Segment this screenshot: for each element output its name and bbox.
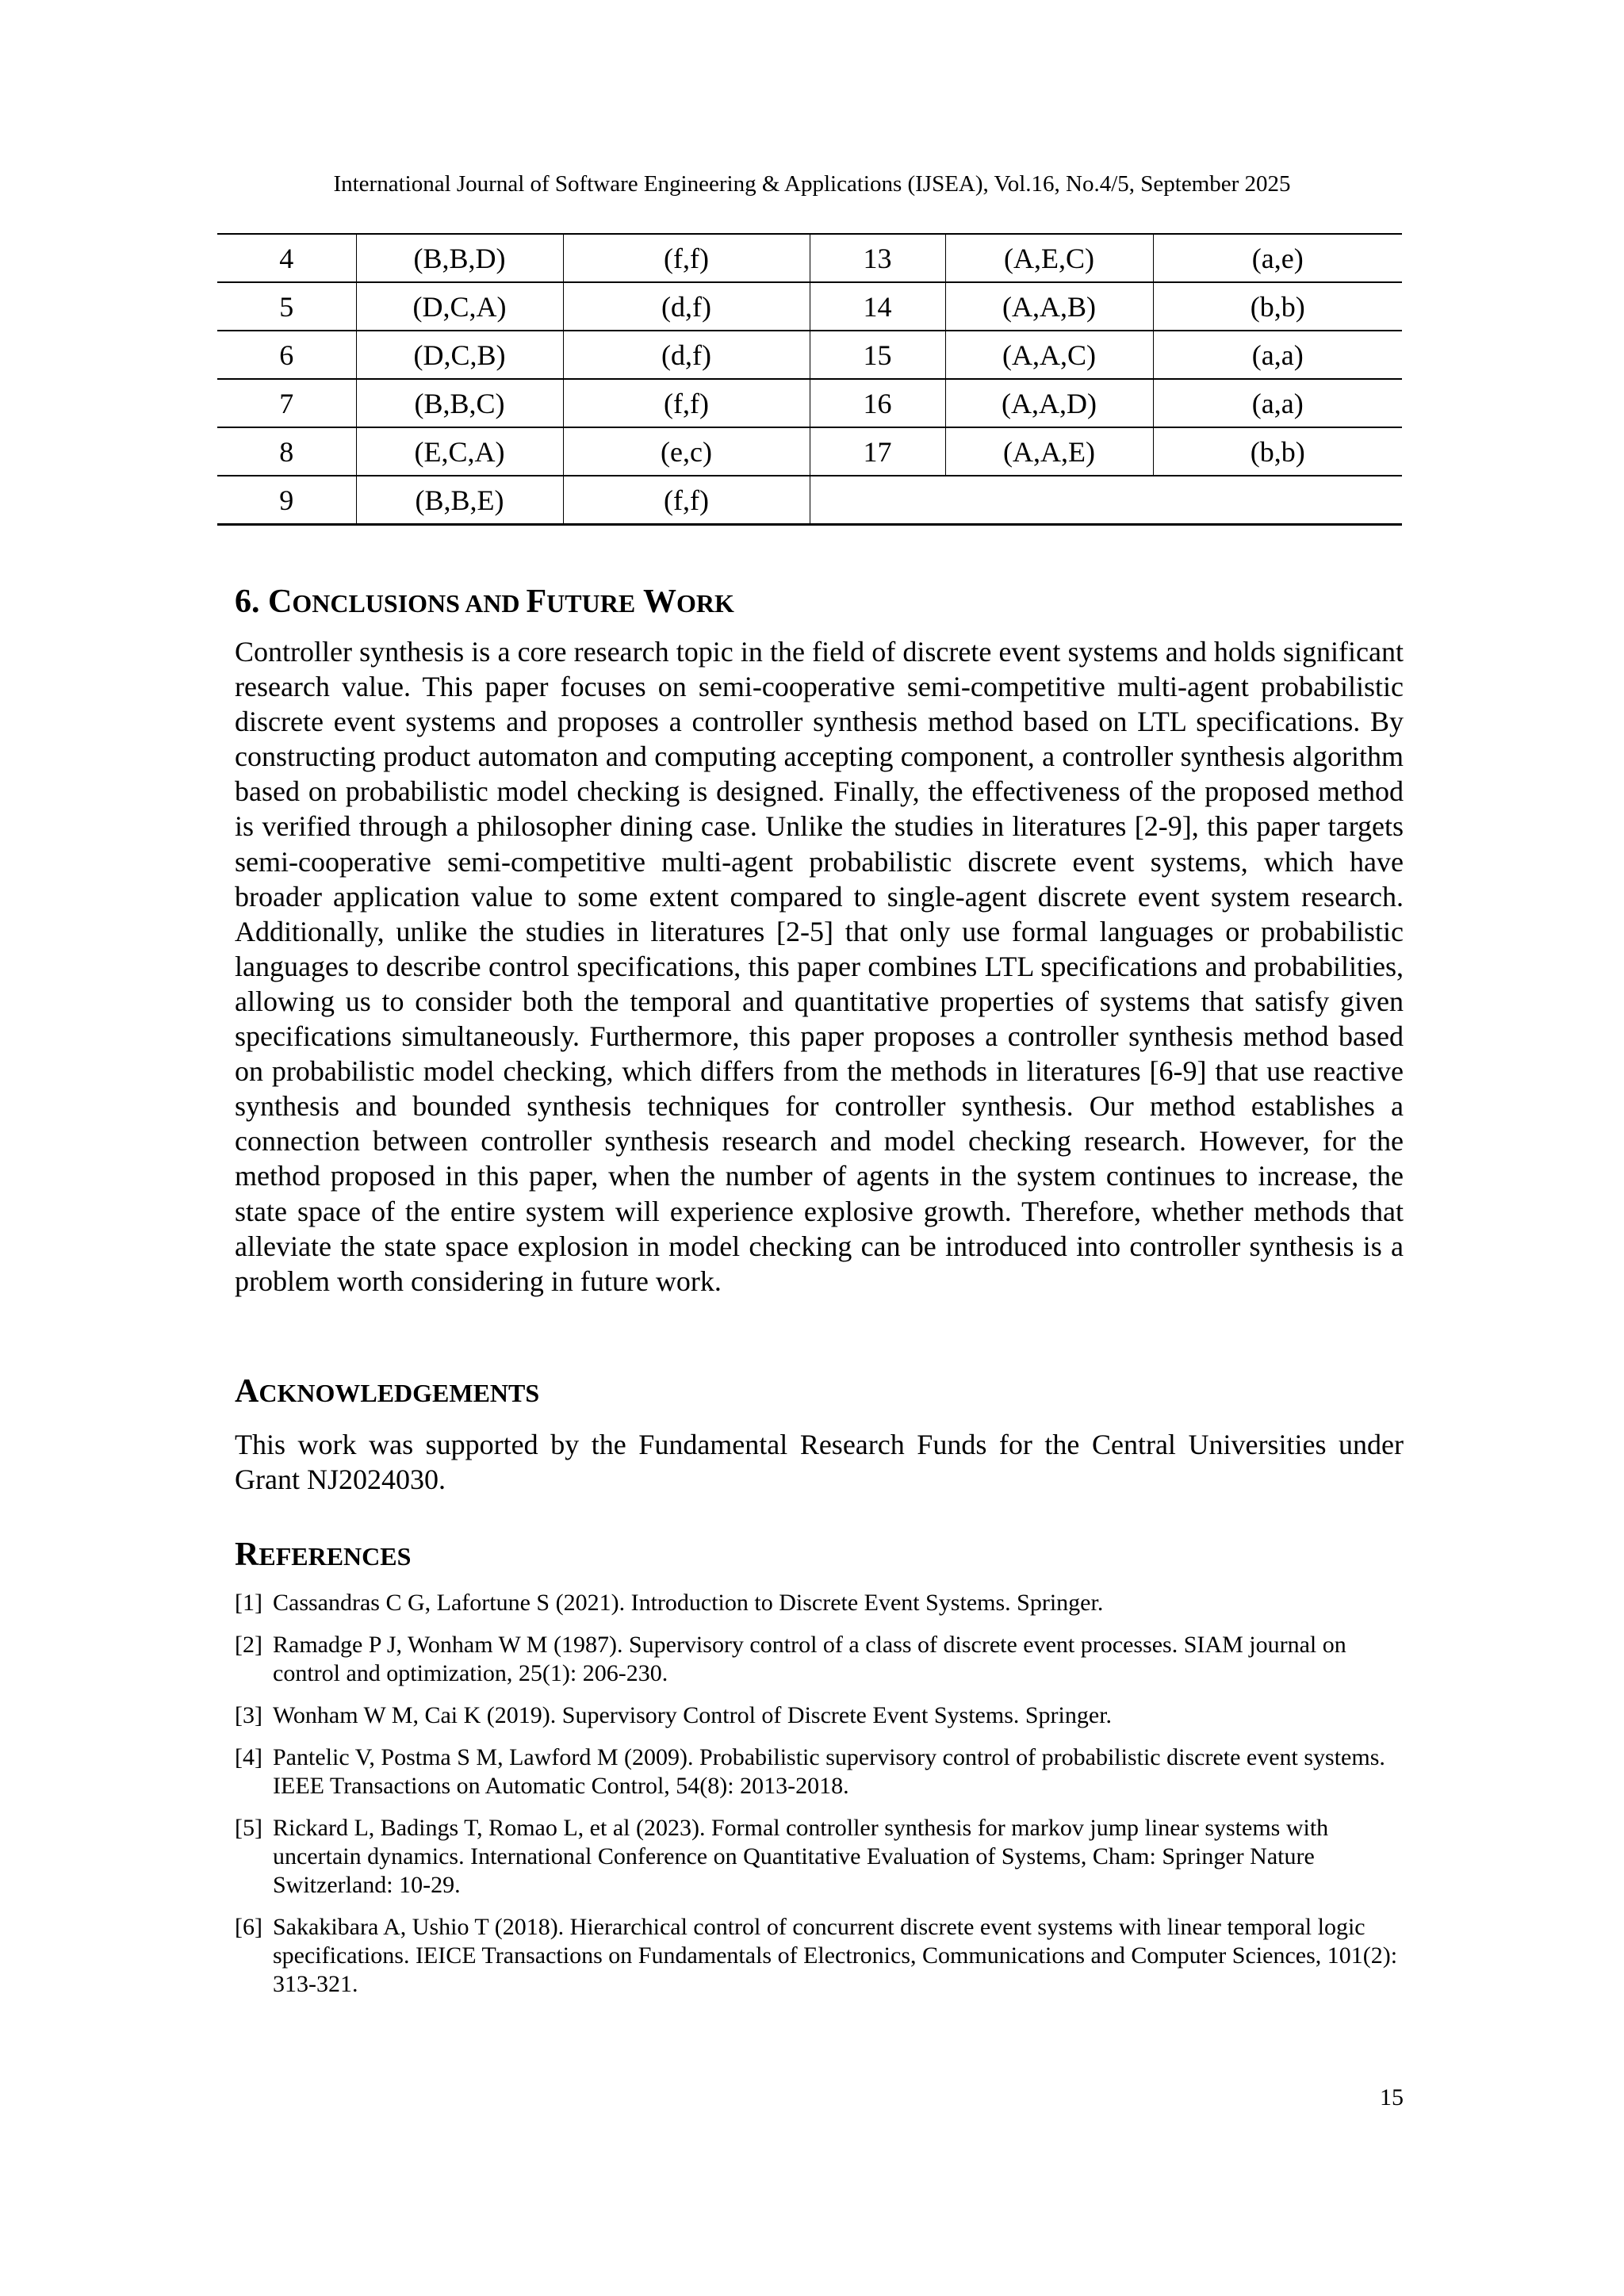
reference-text: Wonham W M, Cai K (2019). Supervisory Control of Discrete Event Systems. Springer.	[273, 1702, 1113, 1728]
table-cell: (f,f)	[563, 379, 810, 427]
table-cell: (B,B,E)	[356, 476, 563, 525]
acknowledgements-heading: ACKNOWLEDGEMENTS	[235, 1373, 540, 1410]
table-cell: 15	[810, 331, 945, 379]
table-cell: (a,e)	[1153, 234, 1402, 282]
reference-item	[235, 1743, 1404, 1800]
table-cell: (A,A,C)	[945, 331, 1153, 379]
table-cell: (E,C,A)	[356, 427, 563, 476]
reference-item	[235, 1913, 1404, 1999]
table-row	[217, 427, 1402, 476]
table-cell: (d,f)	[563, 331, 810, 379]
acknowledgements-paragraph: This work was supported by the Fundamental Research Funds for the Central Universities under Grant NJ2024030.	[235, 1429, 1404, 1495]
results-table	[217, 233, 1402, 526]
table-cell: (b,b)	[1153, 427, 1402, 476]
reference-item	[235, 1814, 1404, 1900]
reference-number: [4]	[235, 1744, 262, 1770]
reference-item	[235, 1631, 1404, 1688]
table-cell: (b,b)	[1153, 282, 1402, 331]
table-cell: 16	[810, 379, 945, 427]
reference-text: Sakakibara A, Ushio T (2018). Hierarchical control of concurrent discrete event systems with linear temporal logic specifications. IEICE Transactions on Fundamentals of Electronics, Communications and Computer Sciences, 101(2): 313-321.	[273, 1914, 1398, 1997]
table-cell: (a,a)	[1153, 331, 1402, 379]
table-cell: 5	[217, 282, 356, 331]
reference-item	[235, 1701, 1404, 1730]
reference-text: Rickard L, Badings T, Romao L, et al (2023). Formal controller synthesis for markov jump linear systems with uncertain dynamics. International Conference on Quantitative Evaluation of Systems, Cham: Springer Nature Switzerland: 10-29.	[273, 1815, 1329, 1898]
table-row	[217, 282, 1402, 331]
empty-cell	[810, 476, 1402, 525]
page-number: 15	[1380, 2084, 1404, 2110]
table-cell: 6	[217, 331, 356, 379]
table-cell: (A,A,B)	[945, 282, 1153, 331]
table-cell: (a,a)	[1153, 379, 1402, 427]
running-header: International Journal of Software Engineering & Applications (IJSEA), Vol.16, No.4/5, September 2025	[333, 171, 1291, 197]
table-cell: 13	[810, 234, 945, 282]
reference-list	[235, 1589, 1404, 1999]
table-cell: (B,B,C)	[356, 379, 563, 427]
table-cell: (A,A,E)	[945, 427, 1153, 476]
table-cell: (D,C,B)	[356, 331, 563, 379]
table-cell: 7	[217, 379, 356, 427]
reference-number: [3]	[235, 1702, 262, 1728]
table-cell: 9	[217, 476, 356, 525]
reference-text: Cassandras C G, Lafortune S (2021). Introduction to Discrete Event Systems. Springer.	[273, 1590, 1104, 1616]
table-row	[217, 234, 1402, 282]
table-cell: 17	[810, 427, 945, 476]
reference-number: [1]	[235, 1590, 262, 1616]
conclusions-heading: 6. CONCLUSIONS AND FUTURE WORK	[235, 584, 734, 620]
table-cell: (A,A,D)	[945, 379, 1153, 427]
reference-text: Ramadge P J, Wonham W M (1987). Supervisory control of a class of discrete event processes. SIAM journal on control and optimization, 25(1): 206-230.	[273, 1632, 1346, 1686]
table-cell: 14	[810, 282, 945, 331]
reference-number: [2]	[235, 1632, 262, 1658]
table-cell: (d,f)	[563, 282, 810, 331]
conclusions-paragraph: Controller synthesis is a core research topic in the field of discrete event systems and holds significant research value. This paper focuses on semi-cooperative semi-competitive multi-agent probabilistic discrete event systems and proposes a controller synthesis method based on LTL specifications. By constructing product automaton and computing accepting component, a controller synthesis algorithm based on probabilistic model checking is designed. Finally, the effectiveness of the proposed method is verified through a philosopher dining case. Unlike the studies in literatures [2-9], this paper targets semi-cooperative semi-competitive multi-agent probabilistic discrete event systems, which have broader application value to some extent compared to single-agent discrete event system research. Additionally, unlike the studies in literatures [2-5] that only use formal languages or probabilistic languages to describe control specifications, this paper combines LTL specifications and probabilities, allowing us to consider both the temporal and quantitative properties of systems that satisfy given specifications simultaneously. Furthermore, this paper proposes a controller synthesis method based on probabilistic model checking, which differs from the methods in literatures [6-9] that use reactive synthesis and bounded synthesis techniques for controller synthesis. Our method establishes a connection between controller synthesis research and model checking research. However, for the method proposed in this paper, when the number of agents in the system continues to increase, the state space of the entire system will experience explosive growth. Therefore, whether methods that alleviate the state space explosion in model checking can be introduced into controller synthesis is a problem worth considering in future work.	[235, 636, 1404, 1297]
reference-item	[235, 1589, 1404, 1617]
table-cell: (f,f)	[563, 234, 810, 282]
table-row	[217, 331, 1402, 379]
table-cell: 4	[217, 234, 356, 282]
table-row	[217, 379, 1402, 427]
references-heading: REFERENCES	[235, 1536, 412, 1573]
table-cell: (D,C,A)	[356, 282, 563, 331]
reference-number: [6]	[235, 1914, 262, 1940]
table-cell: (e,c)	[563, 427, 810, 476]
table-cell: (f,f)	[563, 476, 810, 525]
table-row	[217, 476, 1402, 525]
table-cell: (B,B,D)	[356, 234, 563, 282]
reference-text: Pantelic V, Postma S M, Lawford M (2009). Probabilistic supervisory control of probabilistic discrete event systems. IEEE Transactions on Automatic Control, 54(8): 2013-2018.	[273, 1744, 1385, 1799]
reference-number: [5]	[235, 1815, 262, 1841]
table-cell: (A,E,C)	[945, 234, 1153, 282]
table-cell: 8	[217, 427, 356, 476]
